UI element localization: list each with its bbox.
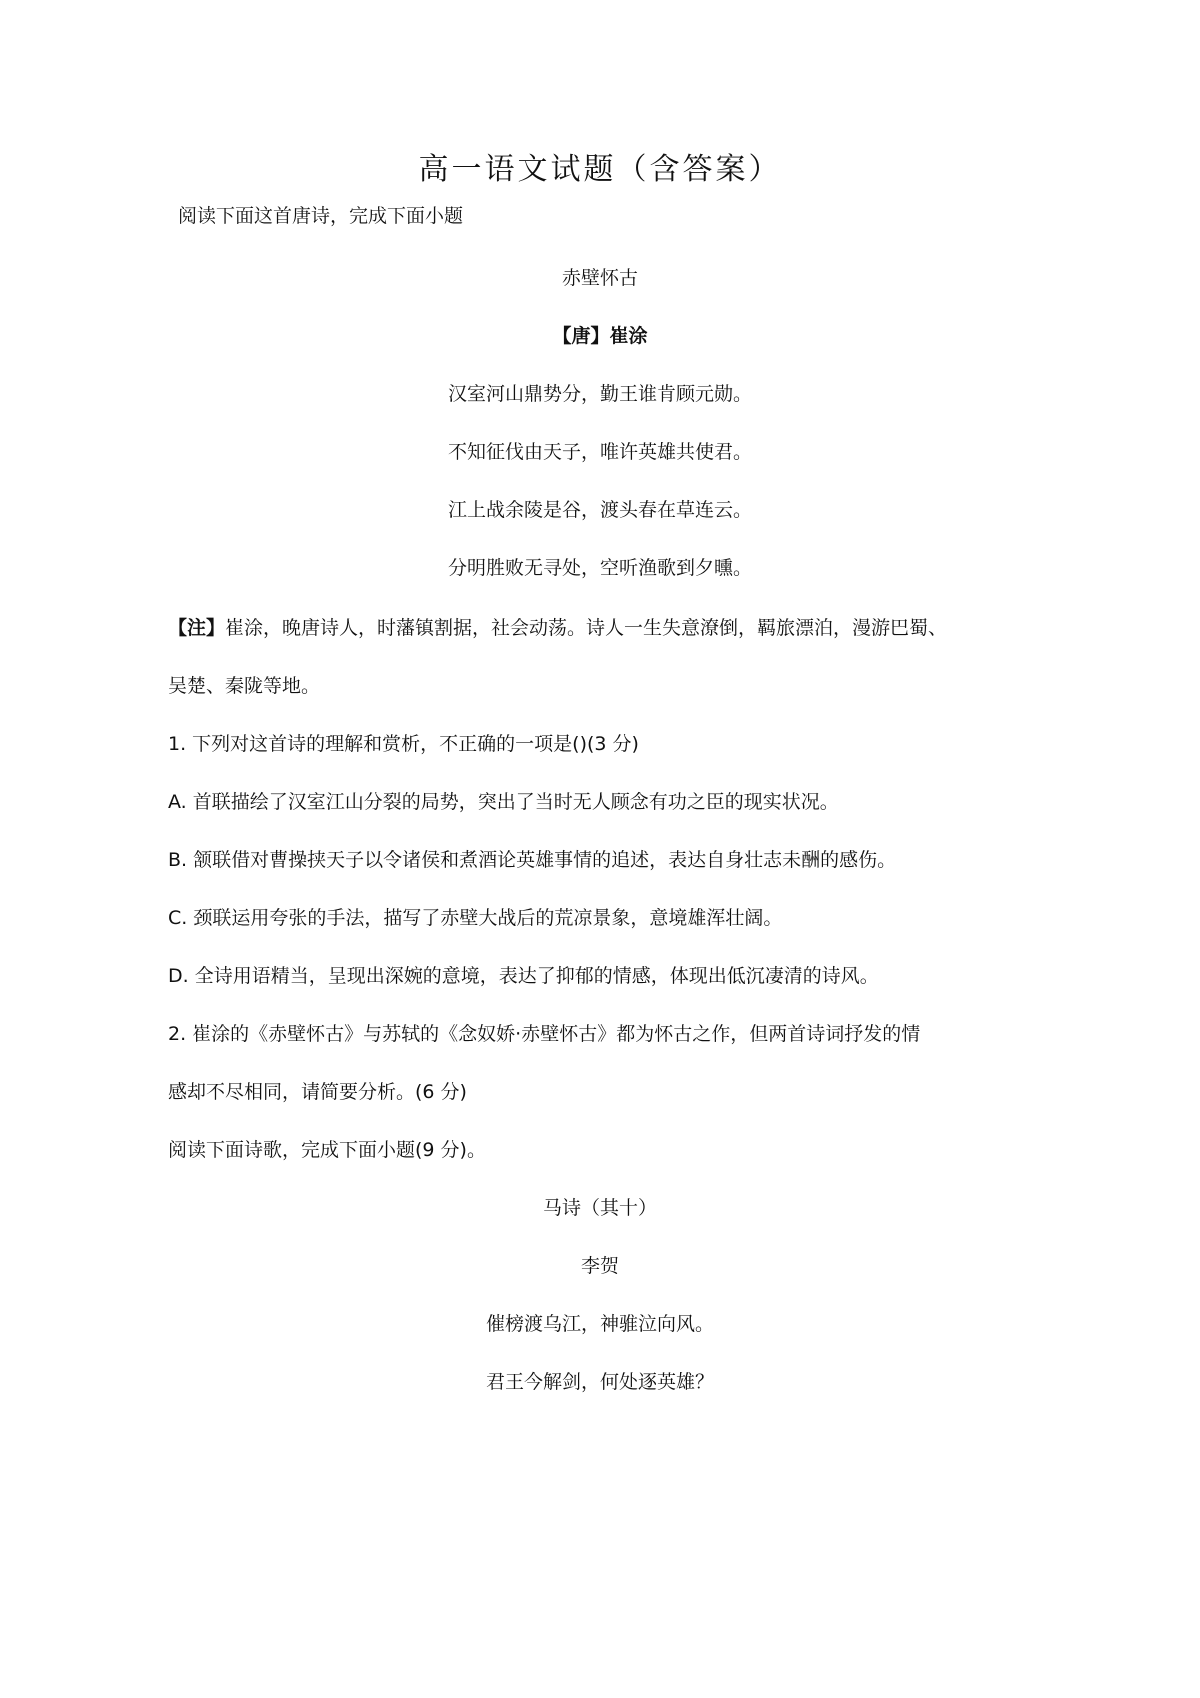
note-label: 【注】 xyxy=(168,617,226,639)
question-1-option-b: B. 颔联借对曹操挟天子以令诸侯和煮酒论英雄事情的追述，表达自身壮志未酬的感伤。 xyxy=(168,849,897,871)
poem2-line: 君王今解剑，何处逐英雄？ xyxy=(485,1371,714,1393)
poem2-line: 催榜渡乌江，神骓泣向风。 xyxy=(485,1313,714,1335)
reading-instruction-1: 阅读下面这首唐诗，完成下面小题 xyxy=(178,205,464,227)
note-text: 崔涂，晚唐诗人，时藩镇割据，社会动荡。诗人一生失意潦倒，羁旅漂泊，漫游巴蜀、 xyxy=(225,617,948,639)
question-1-stem: 1. 下列对这首诗的理解和赏析，不正确的一项是()(3 分) xyxy=(168,733,639,755)
poem1-line: 汉室河山鼎势分，勤王谁肯顾元勋。 xyxy=(447,383,752,405)
poem2-title: 马诗（其十） xyxy=(542,1197,657,1219)
question-1-option-a: A. 首联描绘了汉室江山分裂的局势，突出了当时无人顾念有功之臣的现实状况。 xyxy=(168,791,839,813)
page-title: 高一语文试题（含答案） xyxy=(418,152,782,187)
poem1-title: 赤壁怀古 xyxy=(561,267,638,289)
poem1-line: 不知征伐由天子，唯许英雄共使君。 xyxy=(447,441,752,463)
poem1-line: 江上战余陵是谷，渡头春在草连云。 xyxy=(447,499,752,521)
question-1-option-d: D. 全诗用语精当，呈现出深婉的意境，表达了抑郁的情感，体现出低沉凄清的诗风。 xyxy=(168,965,879,987)
poem2-author: 李贺 xyxy=(580,1255,619,1277)
poem1-author: 【唐】崔涂 xyxy=(552,325,648,347)
poem-note xyxy=(168,615,947,641)
question-2-stem-continued: 感却不尽相同，请简要分析。(6 分) xyxy=(168,1081,467,1103)
poem1-line: 分明胜败无寻处，空听渔歌到夕曛。 xyxy=(447,557,752,579)
question-2-stem: 2. 崔涂的《赤壁怀古》与苏轼的《念奴娇·赤壁怀古》都为怀古之作，但两首诗词抒发的情 xyxy=(168,1023,921,1045)
reading-instruction-2: 阅读下面诗歌，完成下面小题(9 分)。 xyxy=(168,1139,486,1161)
question-1-option-c: C. 颈联运用夸张的手法，描写了赤壁大战后的荒凉景象，意境雄浑壮阔。 xyxy=(168,907,783,929)
poem-note-continued: 吴楚、秦陇等地。 xyxy=(168,675,321,697)
